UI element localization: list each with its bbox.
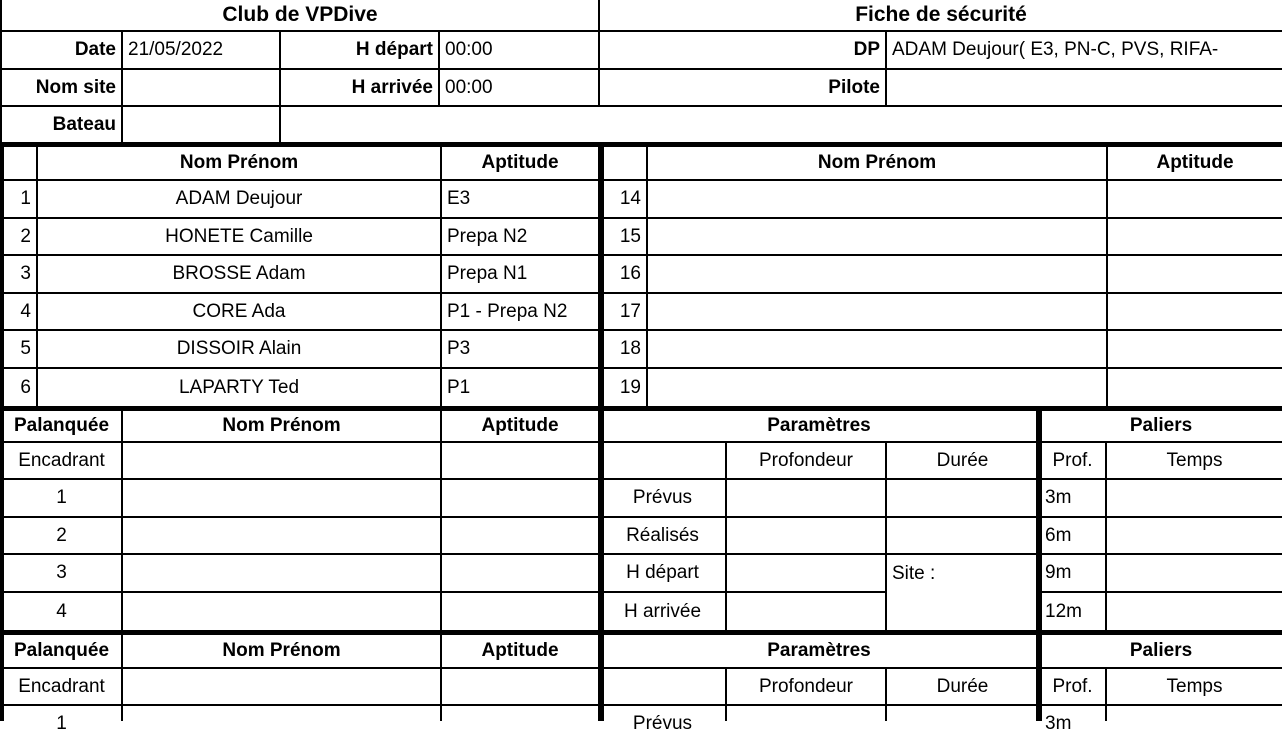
hdepart-label: H départ [281,32,440,70]
profondeur-value-cell[interactable] [727,593,887,630]
param-row-label: Prévus [600,706,727,721]
title-row [0,0,1282,32]
profondeur-header: Profondeur [727,669,887,706]
param-row-label: H départ [600,555,727,593]
diver-aptitude-cell[interactable]: P1 [442,369,600,406]
name-cell[interactable] [123,518,442,555]
encadrant-aptitude-cell[interactable] [442,669,600,706]
mid-divider-bar [598,142,604,721]
palier-prof-cell: 3m [1040,706,1107,721]
palier-prof-cell: 9m [1040,555,1107,593]
encadrant-name-cell[interactable] [123,669,442,706]
palanquee-data-row [0,518,1282,555]
left-thick-border [0,142,4,721]
bateau-row [0,107,1282,142]
temps-header: Temps [1107,669,1282,706]
aptitude-cell[interactable] [442,593,600,630]
encadrant-name-cell[interactable] [123,443,442,480]
diver-aptitude-cell[interactable]: Prepa N2 [442,219,600,256]
aptitude-cell[interactable] [442,518,600,555]
duree-value-cell[interactable] [887,518,1040,555]
diver-name-cell[interactable]: BROSSE Adam [38,256,442,294]
diver-num-cell: 16 [600,256,648,294]
diver-num-cell: 1 [0,181,38,219]
roster-name-header: Nom Prénom [648,147,1108,181]
aptitude-cell[interactable] [442,706,600,721]
name-cell[interactable] [123,480,442,518]
diver-name-cell[interactable] [648,369,1108,406]
encadrant-aptitude-cell[interactable] [442,443,600,480]
diver-name-cell[interactable] [648,219,1108,256]
palier-temps-cell[interactable] [1107,706,1282,721]
nomsite-label: Nom site [0,70,123,107]
aptitude-cell[interactable] [442,555,600,593]
diver-num-cell: 15 [600,219,648,256]
palanquee-name-header: Nom Prénom [123,411,442,443]
name-cell[interactable] [123,555,442,593]
duree-value-cell[interactable] [887,706,1040,721]
diver-num-cell: 4 [0,294,38,331]
club-title-cell: Club de VPDive [0,0,600,32]
diver-aptitude-cell[interactable]: P3 [442,331,600,369]
diver-aptitude-cell[interactable] [1108,331,1282,369]
diver-name-cell[interactable] [648,181,1108,219]
prof-header: Prof. [1040,669,1107,706]
palier-temps-cell[interactable] [1107,555,1282,593]
harrivee-label: H arrivée [281,70,440,107]
parametres-header: Paramètres [600,635,1040,669]
diver-name-cell[interactable]: DISSOIR Alain [38,331,442,369]
encadrant-label: Encadrant [0,669,123,706]
duree-header: Durée [887,443,1040,480]
name-cell[interactable] [123,593,442,630]
palanquee-data-row [0,555,1282,593]
diver-name-cell[interactable] [648,256,1108,294]
diver-aptitude-cell[interactable] [1108,219,1282,256]
sheet-title-cell: Fiche de sécurité [600,0,1282,32]
palanquee-header: Palanquée [0,635,123,669]
dp-label: DP [600,32,887,70]
palanquee-data-row [0,480,1282,518]
diver-aptitude-cell[interactable] [1108,181,1282,219]
diver-aptitude-cell[interactable]: Prepa N1 [442,256,600,294]
profondeur-value-cell[interactable] [727,706,887,721]
diver-num-cell: 5 [0,331,38,369]
nomsite-value-cell[interactable] [123,70,281,107]
parametres-header: Paramètres [600,411,1040,443]
palier-prof-cell: 6m [1040,518,1107,555]
palanquee-data-row [0,593,1282,630]
palanquee-header-row [0,411,1282,443]
profondeur-value-cell[interactable] [727,518,887,555]
diver-aptitude-cell[interactable] [1108,256,1282,294]
site-label-cell[interactable]: Site : [887,555,1040,593]
palanquee-header: Palanquée [0,411,123,443]
roster-aptitude-header: Aptitude [1108,147,1282,181]
harrivee-value-cell[interactable]: 00:00 [440,70,600,107]
diver-num-cell: 19 [600,369,648,406]
encadrant-row [0,669,1282,706]
palier-temps-cell[interactable] [1107,593,1282,630]
paliers-header: Paliers [1040,635,1282,669]
palanquee-row-label: 1 [0,706,123,721]
palanquee-name-header: Nom Prénom [123,635,442,669]
roster-row [0,369,1282,406]
diver-num-cell: 14 [600,181,648,219]
param-row-label: H arrivée [600,593,727,630]
site-value-cell[interactable] [887,593,1040,630]
diver-num-cell: 18 [600,331,648,369]
prof-header: Prof. [1040,443,1107,480]
name-cell[interactable] [123,706,442,721]
site-row [0,70,1282,107]
encadrant-row [0,443,1282,480]
dp-value-cell[interactable]: ADAM Deujour( E3, PN-C, PVS, RIFA- [887,32,1282,70]
roster-row [0,256,1282,294]
roster-num-header-cell [600,147,648,181]
diver-aptitude-cell[interactable]: E3 [442,181,600,219]
roster-row [0,219,1282,256]
profondeur-value-cell[interactable] [727,480,887,518]
date-label: Date [0,32,123,70]
palier-prof-cell: 12m [1040,593,1107,630]
palanquee-row-label: 1 [0,480,123,518]
diver-name-cell[interactable]: CORE Ada [38,294,442,331]
duree-header: Durée [887,669,1040,706]
diver-num-cell: 6 [0,369,38,406]
paliers-header: Paliers [1040,411,1282,443]
roster-header-row [0,147,1282,181]
diver-name-cell[interactable]: HONETE Camille [38,219,442,256]
diver-aptitude-cell[interactable] [1108,294,1282,331]
roster-row [0,331,1282,369]
diver-name-cell[interactable]: ADAM Deujour [38,181,442,219]
param-row-label: Réalisés [600,518,727,555]
pilote-label: Pilote [600,70,887,107]
profondeur-value-cell[interactable] [727,555,887,593]
palanquee-header-row [0,635,1282,669]
date-row [0,32,1282,70]
date-value-cell[interactable]: 21/05/2022 [123,32,281,70]
diver-num-cell: 3 [0,256,38,294]
palanquee-row-label: 3 [0,555,123,593]
palier-temps-cell[interactable] [1107,518,1282,555]
diver-name-cell[interactable]: LAPARTY Ted [38,369,442,406]
pilote-value-cell[interactable] [887,70,1282,107]
bateau-label: Bateau [0,107,123,142]
roster-row [0,181,1282,219]
palanquee-aptitude-header: Aptitude [442,411,600,443]
roster-aptitude-header: Aptitude [442,147,600,181]
palier-temps-cell[interactable] [1107,480,1282,518]
param-corner-cell [600,669,727,706]
diver-name-cell[interactable] [648,331,1108,369]
palanquee-data-row-truncated [0,706,1282,734]
paliers-divider-bar [1036,411,1042,721]
encadrant-label: Encadrant [0,443,123,480]
diver-num-cell: 17 [600,294,648,331]
hdepart-value-cell[interactable]: 00:00 [440,32,600,70]
diver-aptitude-cell[interactable]: P1 - Prepa N2 [442,294,600,331]
temps-header: Temps [1107,443,1282,480]
profondeur-header: Profondeur [727,443,887,480]
param-corner-cell [600,443,727,480]
palanquee-row-label: 4 [0,593,123,630]
param-row-label: Prévus [600,480,727,518]
palier-prof-cell: 3m [1040,480,1107,518]
roster-name-header: Nom Prénom [38,147,442,181]
roster-row [0,294,1282,331]
palanquee-aptitude-header: Aptitude [442,635,600,669]
diver-aptitude-cell[interactable] [1108,369,1282,406]
diver-num-cell: 2 [0,219,38,256]
bateau-value-cell[interactable] [123,107,281,142]
palanquee-row-label: 2 [0,518,123,555]
bateau-extra-cell[interactable] [281,107,1282,142]
duree-value-cell[interactable] [887,480,1040,518]
roster-num-header-cell [0,147,38,181]
aptitude-cell[interactable] [442,480,600,518]
diver-name-cell[interactable] [648,294,1108,331]
